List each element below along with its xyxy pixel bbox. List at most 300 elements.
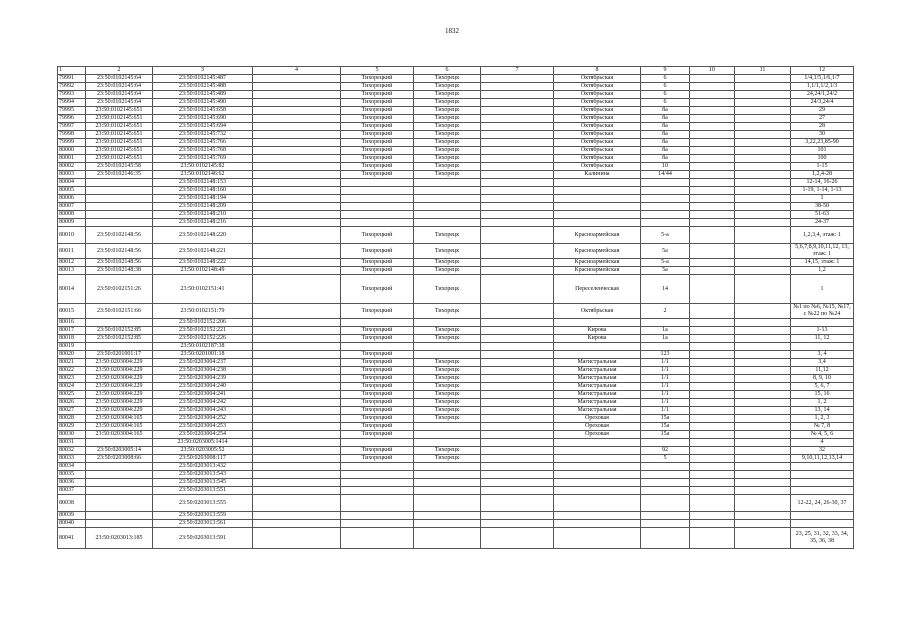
table-cell: 23:50:0102145:769 bbox=[153, 155, 253, 163]
table-cell bbox=[735, 219, 791, 227]
table-cell bbox=[253, 75, 341, 83]
table-cell bbox=[690, 520, 735, 528]
table-cell bbox=[414, 179, 481, 187]
table-cell: 80033 bbox=[58, 455, 86, 463]
table-cell: 12-14, 16-26 bbox=[791, 179, 854, 187]
table-cell bbox=[253, 219, 341, 227]
table-cell bbox=[735, 227, 791, 244]
table-cell bbox=[86, 319, 153, 327]
table-cell: Тихорецкий bbox=[341, 147, 414, 155]
table-cell: 30 bbox=[791, 131, 854, 139]
table-cell: 15а bbox=[641, 423, 690, 431]
table-row bbox=[58, 455, 854, 463]
table-row bbox=[58, 367, 854, 375]
table-row bbox=[58, 227, 854, 244]
table-cell: 23:50:0201001:18 bbox=[153, 351, 253, 359]
table-cell bbox=[690, 495, 735, 512]
table-cell: 23:50:0102145:651 bbox=[86, 123, 153, 131]
table-cell: 23:50:0102152:221 bbox=[153, 327, 253, 335]
table-row bbox=[58, 195, 854, 203]
table-cell: 6 bbox=[641, 91, 690, 99]
table-cell: Тихорецкий bbox=[341, 455, 414, 463]
table-cell bbox=[86, 219, 153, 227]
table-cell bbox=[554, 512, 641, 520]
table-cell bbox=[735, 495, 791, 512]
table-cell: 23:50:0203008:66 bbox=[86, 455, 153, 463]
table-cell bbox=[414, 479, 481, 487]
table-cell bbox=[641, 187, 690, 195]
table-cell: 23:50:0203004:237 bbox=[153, 359, 253, 367]
table-cell bbox=[690, 439, 735, 447]
table-cell bbox=[481, 455, 554, 463]
table-cell: 80034 bbox=[58, 463, 86, 471]
table-cell: 80028 bbox=[58, 415, 86, 423]
table-cell bbox=[414, 343, 481, 351]
table-cell: Октябрьская bbox=[554, 83, 641, 91]
table-cell bbox=[414, 187, 481, 195]
table-cell: Тихорецк bbox=[414, 227, 481, 244]
table-cell: 23:50:0203004:229 bbox=[86, 375, 153, 383]
table-cell: 23:50:0102148:56 bbox=[86, 227, 153, 244]
table-cell: 23:50:0102145:64 bbox=[86, 75, 153, 83]
table-cell: 1,2 bbox=[791, 267, 854, 275]
table-cell bbox=[253, 431, 341, 439]
table-cell: 15а bbox=[641, 415, 690, 423]
table-cell bbox=[735, 407, 791, 415]
table-cell: 23:50:0203004:238 bbox=[153, 367, 253, 375]
table-cell bbox=[481, 319, 554, 327]
table-cell bbox=[690, 219, 735, 227]
table-cell bbox=[735, 267, 791, 275]
table-cell: Тихорецк bbox=[414, 399, 481, 407]
table-row bbox=[58, 319, 854, 327]
table-cell bbox=[690, 327, 735, 335]
table-cell: 123 bbox=[641, 351, 690, 359]
table-cell: 5а bbox=[641, 244, 690, 259]
table-cell: Магистральная bbox=[554, 391, 641, 399]
table-cell bbox=[481, 399, 554, 407]
table-cell: Переселенческая bbox=[554, 275, 641, 304]
table-cell bbox=[735, 99, 791, 107]
table-row bbox=[58, 383, 854, 391]
table-cell: Тихорецкий bbox=[341, 351, 414, 359]
table-cell: 23:50:0203005:1414 bbox=[153, 439, 253, 447]
table-cell bbox=[341, 439, 414, 447]
table-cell bbox=[690, 383, 735, 391]
table-cell bbox=[253, 447, 341, 455]
table-cell: 51-63 bbox=[791, 211, 854, 219]
table-cell: Тихорецкий bbox=[341, 407, 414, 415]
table-cell: Тихорецк bbox=[414, 304, 481, 319]
table-cell: Тихорецкий bbox=[341, 275, 414, 304]
table-cell bbox=[414, 319, 481, 327]
table-cell bbox=[554, 187, 641, 195]
table-cell: 23:50:0102145:651 bbox=[86, 107, 153, 115]
table-cell bbox=[554, 351, 641, 359]
table-cell: 79999 bbox=[58, 139, 86, 147]
table-cell bbox=[481, 479, 554, 487]
table-cell: Тихорецкий bbox=[341, 399, 414, 407]
table-cell: 23:50:0203004:165 bbox=[86, 431, 153, 439]
table-cell bbox=[481, 423, 554, 431]
table-cell: 23:50:0102146:35 bbox=[86, 171, 153, 179]
table-cell: 5-а bbox=[641, 227, 690, 244]
table-cell: 23:50:0102148:220 bbox=[153, 227, 253, 244]
table-row bbox=[58, 155, 854, 163]
table-cell bbox=[641, 479, 690, 487]
table-cell: 23:50:0102148:194 bbox=[153, 195, 253, 203]
table-cell: 5 bbox=[641, 455, 690, 463]
table-cell: 23:50:0102145:768 bbox=[153, 147, 253, 155]
table-cell bbox=[481, 367, 554, 375]
table-cell: Кирова bbox=[554, 327, 641, 335]
table-cell: 23:50:0203004:229 bbox=[86, 399, 153, 407]
table-cell bbox=[690, 147, 735, 155]
table-cell bbox=[253, 267, 341, 275]
table-cell bbox=[253, 415, 341, 423]
table-row bbox=[58, 91, 854, 99]
table-cell: 23:50:0203013:545 bbox=[153, 479, 253, 487]
table-cell bbox=[690, 335, 735, 343]
table-cell bbox=[690, 463, 735, 471]
table-cell: 14 bbox=[641, 275, 690, 304]
table-cell bbox=[554, 179, 641, 187]
table-cell bbox=[341, 211, 414, 219]
table-cell bbox=[791, 319, 854, 327]
table-cell: Магистральная bbox=[554, 359, 641, 367]
table-cell bbox=[735, 91, 791, 99]
table-cell bbox=[735, 275, 791, 304]
table-cell: 23:50:0102145:64 bbox=[86, 91, 153, 99]
table-cell: Тихорецкий bbox=[341, 139, 414, 147]
table-cell bbox=[481, 359, 554, 367]
table-cell bbox=[253, 439, 341, 447]
table-cell bbox=[791, 463, 854, 471]
table-cell: 13, 14 bbox=[791, 407, 854, 415]
table-cell: Тихорецкий bbox=[341, 123, 414, 131]
table-cell: 23:50:0102148:221 bbox=[153, 244, 253, 259]
table-cell bbox=[641, 471, 690, 479]
table-cell bbox=[341, 471, 414, 479]
table-cell: 29 bbox=[791, 107, 854, 115]
table-cell bbox=[735, 75, 791, 83]
table-cell: 101 bbox=[791, 147, 854, 155]
table-row bbox=[58, 107, 854, 115]
table-cell: 23:50:0102148:210 bbox=[153, 211, 253, 219]
table-cell: 23:50:0102148:49 bbox=[153, 267, 253, 275]
table-row bbox=[58, 147, 854, 155]
table-cell bbox=[481, 275, 554, 304]
table-cell bbox=[253, 463, 341, 471]
table-cell bbox=[414, 195, 481, 203]
table-cell bbox=[690, 479, 735, 487]
table-cell bbox=[690, 351, 735, 359]
table-cell bbox=[641, 487, 690, 495]
table-cell bbox=[253, 163, 341, 171]
table-cell: 23:50:0203004:252 bbox=[153, 415, 253, 423]
table-cell bbox=[735, 107, 791, 115]
table-cell: 23:50:0203004:229 bbox=[86, 383, 153, 391]
table-cell: 23:50:0102145:651 bbox=[86, 139, 153, 147]
table-cell bbox=[554, 479, 641, 487]
table-cell: Октябрьская bbox=[554, 139, 641, 147]
table-cell: Магистральная bbox=[554, 383, 641, 391]
table-cell: 23:50:0203013:555 bbox=[153, 495, 253, 512]
table-cell bbox=[481, 495, 554, 512]
table-cell: 23:50:0102145:487 bbox=[153, 75, 253, 83]
table-cell bbox=[481, 203, 554, 211]
table-cell: 80019 bbox=[58, 343, 86, 351]
table-cell bbox=[735, 447, 791, 455]
table-cell: Магистральная bbox=[554, 407, 641, 415]
table-cell: Тихорецкий bbox=[341, 367, 414, 375]
table-cell bbox=[86, 187, 153, 195]
table-cell bbox=[481, 163, 554, 171]
table-row bbox=[58, 512, 854, 520]
table-cell: 80010 bbox=[58, 227, 86, 244]
table-cell: 1/4,1/5,1/6,1/7 bbox=[791, 75, 854, 83]
table-row bbox=[58, 99, 854, 107]
table-cell: 80036 bbox=[58, 479, 86, 487]
table-row bbox=[58, 163, 854, 171]
table-cell: Тихорецк bbox=[414, 359, 481, 367]
table-row bbox=[58, 520, 854, 528]
table-row bbox=[58, 171, 854, 179]
table-cell bbox=[253, 391, 341, 399]
table-cell: 80024 bbox=[58, 383, 86, 391]
table-cell bbox=[414, 431, 481, 439]
table-cell bbox=[86, 463, 153, 471]
table-cell: 23:50:0203004:242 bbox=[153, 399, 253, 407]
table-cell: 6 bbox=[641, 75, 690, 83]
table-cell: 8а bbox=[641, 155, 690, 163]
table-cell bbox=[554, 211, 641, 219]
table-cell bbox=[341, 487, 414, 495]
table-cell bbox=[554, 439, 641, 447]
table-cell bbox=[253, 275, 341, 304]
table-cell: Тихорецкий bbox=[341, 447, 414, 455]
table-cell: 23:50:0102145:651 bbox=[86, 131, 153, 139]
table-cell bbox=[481, 415, 554, 423]
table-cell bbox=[341, 512, 414, 520]
table-cell bbox=[253, 319, 341, 327]
table-cell bbox=[690, 343, 735, 351]
table-cell: Тихорецк bbox=[414, 259, 481, 267]
table-cell: 80003 bbox=[58, 171, 86, 179]
table-cell bbox=[690, 115, 735, 123]
table-cell: 80026 bbox=[58, 399, 86, 407]
table-cell bbox=[690, 471, 735, 479]
table-cell bbox=[735, 431, 791, 439]
table-cell: 80020 bbox=[58, 351, 86, 359]
table-cell: 6 bbox=[414, 67, 481, 75]
table-cell: 80014 bbox=[58, 275, 86, 304]
table-cell: Ореховая bbox=[554, 423, 641, 431]
table-cell: 1/1 bbox=[641, 367, 690, 375]
table-cell: 23:50:0201001:17 bbox=[86, 351, 153, 359]
table-cell: № 4, 5, 6 bbox=[791, 431, 854, 439]
table-row bbox=[58, 187, 854, 195]
table-row bbox=[58, 439, 854, 447]
table-cell bbox=[554, 343, 641, 351]
table-cell: 11, 12 bbox=[791, 335, 854, 343]
table-row bbox=[58, 259, 854, 267]
table-cell: Тихорецк bbox=[414, 391, 481, 399]
table-cell: Октябрьская bbox=[554, 99, 641, 107]
table-cell: Октябрьская bbox=[554, 304, 641, 319]
table-cell bbox=[554, 520, 641, 528]
table-row bbox=[58, 431, 854, 439]
table-cell: 24/3,24/4 bbox=[791, 99, 854, 107]
table-cell bbox=[481, 304, 554, 319]
table-cell: Кирова bbox=[554, 335, 641, 343]
table-cell: 80025 bbox=[58, 391, 86, 399]
table-cell: Тихорецкий bbox=[341, 107, 414, 115]
table-cell: 100 bbox=[791, 155, 854, 163]
table-cell: 3,22,23,85-90 bbox=[791, 139, 854, 147]
table-cell bbox=[735, 83, 791, 91]
table-cell: 1, 2 bbox=[791, 399, 854, 407]
table-cell bbox=[735, 528, 791, 549]
table-cell bbox=[641, 528, 690, 549]
table-cell bbox=[481, 244, 554, 259]
table-cell bbox=[481, 107, 554, 115]
table-cell bbox=[481, 227, 554, 244]
table-cell bbox=[735, 335, 791, 343]
table-cell bbox=[86, 512, 153, 520]
table-cell: 80009 bbox=[58, 219, 86, 227]
table-cell bbox=[735, 383, 791, 391]
table-cell bbox=[481, 391, 554, 399]
table-cell: Тихорецкий bbox=[341, 383, 414, 391]
table-cell: 5 bbox=[341, 67, 414, 75]
table-cell bbox=[481, 487, 554, 495]
table-cell bbox=[641, 195, 690, 203]
table-cell bbox=[481, 187, 554, 195]
table-cell bbox=[554, 495, 641, 512]
table-cell bbox=[690, 123, 735, 131]
table-cell bbox=[690, 275, 735, 304]
table-cell: Тихорецк bbox=[414, 83, 481, 91]
table-cell: 1а bbox=[641, 327, 690, 335]
table-cell bbox=[86, 343, 153, 351]
table-cell bbox=[641, 203, 690, 211]
table-cell: Тихорецкий bbox=[341, 304, 414, 319]
table-cell bbox=[690, 179, 735, 187]
table-cell: 23:50:0203004:229 bbox=[86, 359, 153, 367]
table-cell: 8а bbox=[641, 131, 690, 139]
table-cell: Тихорецк bbox=[414, 139, 481, 147]
table-cell bbox=[253, 244, 341, 259]
table-cell: 10 bbox=[690, 67, 735, 75]
table-cell bbox=[253, 203, 341, 211]
table-cell: Тихорецкий bbox=[341, 131, 414, 139]
table-cell: 6 bbox=[641, 99, 690, 107]
table-cell: Тихорецк bbox=[414, 455, 481, 463]
table-cell bbox=[481, 431, 554, 439]
table-cell bbox=[735, 203, 791, 211]
table-cell bbox=[735, 155, 791, 163]
table-cell: Тихорецк bbox=[414, 107, 481, 115]
table-cell: 23:50:0102145:488 bbox=[153, 83, 253, 91]
table-cell bbox=[690, 431, 735, 439]
table-cell bbox=[86, 203, 153, 211]
table-cell bbox=[735, 319, 791, 327]
table-cell: 5-а bbox=[641, 259, 690, 267]
table-cell bbox=[690, 407, 735, 415]
table-cell bbox=[641, 439, 690, 447]
table-cell: Тихорецк bbox=[414, 131, 481, 139]
table-cell: 27 bbox=[791, 115, 854, 123]
table-cell: Ореховая bbox=[554, 415, 641, 423]
table-cell: 23:50:0102145:658 bbox=[153, 107, 253, 115]
table-cell: 79998 bbox=[58, 131, 86, 139]
table-cell bbox=[735, 463, 791, 471]
table-cell bbox=[481, 75, 554, 83]
table-cell: Тихорецк bbox=[414, 335, 481, 343]
table-cell: 1, 2, 3 bbox=[791, 415, 854, 423]
table-cell: 1 bbox=[791, 195, 854, 203]
table-cell bbox=[554, 203, 641, 211]
table-cell: 32 bbox=[791, 447, 854, 455]
table-cell bbox=[735, 399, 791, 407]
table-cell bbox=[641, 319, 690, 327]
table-cell bbox=[253, 471, 341, 479]
table-cell: Красноармейская bbox=[554, 227, 641, 244]
table-cell: 92 bbox=[641, 447, 690, 455]
table-cell: 80016 bbox=[58, 319, 86, 327]
table-cell bbox=[690, 163, 735, 171]
table-cell: Тихорецк bbox=[414, 171, 481, 179]
table-cell bbox=[735, 471, 791, 479]
table-cell bbox=[690, 512, 735, 520]
table-cell bbox=[690, 195, 735, 203]
table-cell: Тихорецк bbox=[414, 155, 481, 163]
table-row bbox=[58, 415, 854, 423]
table-cell: Тихорецкий bbox=[341, 335, 414, 343]
table-cell: 23:50:0102148:222 bbox=[153, 259, 253, 267]
table-body bbox=[58, 67, 854, 549]
table-cell: 23:50:0102145:490 bbox=[153, 99, 253, 107]
table-cell: 79997 bbox=[58, 123, 86, 131]
table-cell: 23:50:0203004:243 bbox=[153, 407, 253, 415]
table-cell: 1/1 bbox=[641, 391, 690, 399]
table-cell: Тихорецкий bbox=[341, 375, 414, 383]
table-cell: 80027 bbox=[58, 407, 86, 415]
table-cell bbox=[481, 463, 554, 471]
table-cell bbox=[253, 123, 341, 131]
table-cell: 23:50:0102151:26 bbox=[86, 275, 153, 304]
table-cell bbox=[735, 304, 791, 319]
table-row bbox=[58, 115, 854, 123]
table-cell: 1 bbox=[58, 67, 86, 75]
table-cell: 23:50:0102148:216 bbox=[153, 219, 253, 227]
table-cell bbox=[481, 407, 554, 415]
table-row bbox=[58, 211, 854, 219]
table-cell: 1/1 bbox=[641, 383, 690, 391]
table-cell bbox=[253, 211, 341, 219]
table-cell: 80001 bbox=[58, 155, 86, 163]
table-cell: 23:50:0203004:165 bbox=[86, 423, 153, 431]
table-cell: 23:50:0203013:185 bbox=[86, 528, 153, 549]
table-row bbox=[58, 479, 854, 487]
table-cell: Тихорецк bbox=[414, 147, 481, 155]
table-cell: 23:50:0102152:226 bbox=[153, 335, 253, 343]
table-cell: 80032 bbox=[58, 447, 86, 455]
table-cell bbox=[690, 359, 735, 367]
table-cell bbox=[253, 327, 341, 335]
table-cell: 1/1 bbox=[641, 399, 690, 407]
